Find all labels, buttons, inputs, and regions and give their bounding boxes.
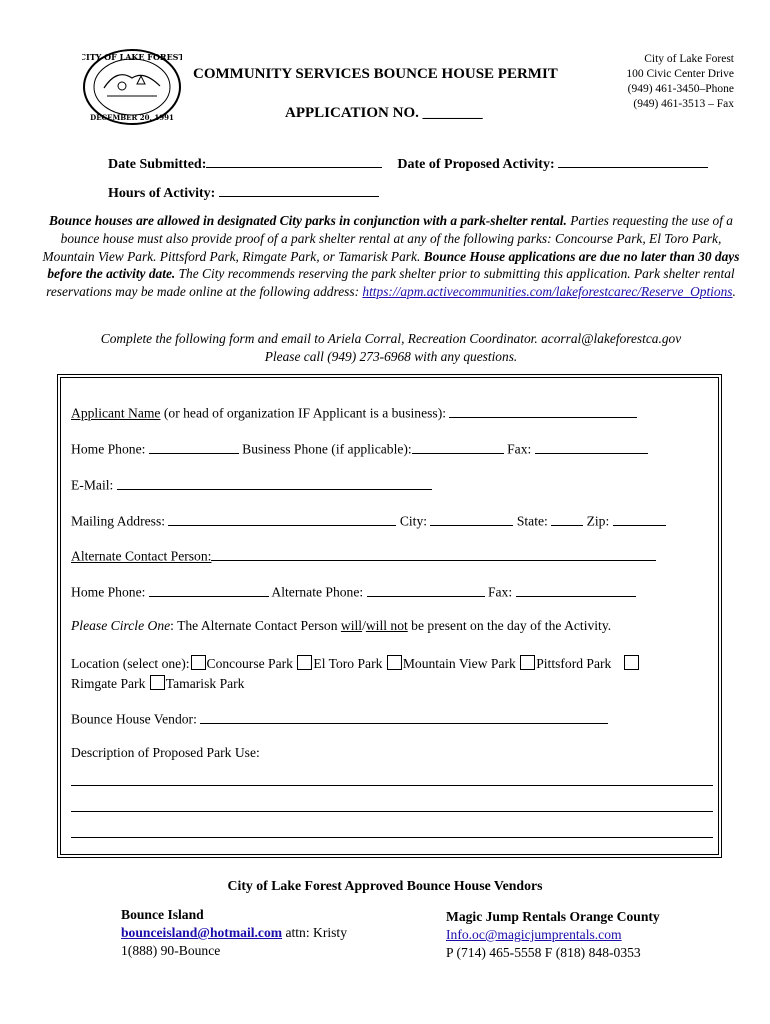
alternate-contact-field[interactable] [211,546,656,561]
policy-end: . [732,284,736,300]
mailing-address-label: Mailing Address: [71,513,169,529]
alt-phone-field[interactable] [367,582,485,597]
city-field[interactable] [430,511,513,526]
vendor1-contact [121,924,347,942]
policy-bold-1: Bounce houses are allowed in designated City parks in conjunction with a park-shelter rental. [49,213,567,228]
mountain-view-label: Mountain View Park [402,656,516,671]
fax-field[interactable] [535,439,648,454]
applicant-name-desc: (or head of organization IF Applicant is a business): [160,405,450,421]
description-line-2[interactable] [71,811,713,812]
city-label: City: [396,513,431,529]
home-phone-field[interactable] [149,439,239,454]
tamarisk-label: Tamarisk Park [165,676,245,691]
vendor1-phone: 1(888) 90-Bounce [121,943,221,958]
circle-one-row [71,618,611,634]
rimgate-label: Rimgate Park [71,676,146,691]
city-name: City of Lake Forest [644,53,734,65]
vendor2-phone: P (714) 465-5558 F (818) 848-0353 [446,945,641,960]
el-toro-checkbox[interactable] [297,655,312,670]
hours-row [108,182,379,202]
pittsford-label: Pittsford Park [536,656,612,671]
circle-one-end: be present on the day of the Activity. [407,618,612,633]
circle-one-text: : The Alternate Contact Person [170,618,341,633]
description-label: Description of Proposed Park Use: [71,745,260,760]
email-label: E-Mail: [71,477,117,493]
city-contact-info [612,52,734,112]
vendor1-name: Bounce Island [121,907,204,922]
el-toro-label: El Toro Park [313,656,383,671]
phone-row [71,439,648,458]
city-seal-logo [82,48,182,126]
contact-line-1: Complete the following form and email to Ariela Corral, Recreation Coordinator. acorral@lakeforestca.gov [100,331,682,346]
description-line-1[interactable] [71,785,713,786]
zip-field[interactable] [613,511,666,526]
will-not-option[interactable]: will not [365,618,408,633]
rimgate-checkbox[interactable] [624,655,639,670]
hours-field[interactable] [219,182,379,197]
location-row [71,654,640,694]
alt-fax-field[interactable] [516,582,636,597]
state-field[interactable] [551,511,583,526]
will-option[interactable]: will [340,618,363,633]
mountain-view-checkbox[interactable] [387,655,402,670]
contact-line-2: Please call (949) 273-6968 with any questions. [264,349,518,364]
vendor2-name: Magic Jump Rentals Orange County [446,909,660,924]
email-row [71,475,432,494]
date-row [108,153,708,173]
state-label: State: [513,513,552,529]
city-phone: (949) 461-3450–Phone [627,83,734,95]
svg-text:CITY OF LAKE FOREST: CITY OF LAKE FOREST [82,52,182,62]
alt-phone-row [71,582,636,601]
svg-text:DECEMBER 20, 1991: DECEMBER 20, 1991 [90,113,174,122]
email-field[interactable] [117,475,432,490]
pittsford-checkbox[interactable] [520,655,535,670]
contact-instructions [40,330,742,366]
applicant-name-row [71,403,637,422]
vendor-label: Bounce House Vendor: [71,711,201,727]
city-fax: (949) 461-3513 – Fax [633,98,734,110]
alt-home-phone-label: Home Phone: [71,584,149,600]
page-title: COMMUNITY SERVICES BOUNCE HOUSE PERMIT [193,66,558,82]
alternate-contact-row [71,546,656,565]
alt-home-phone-field[interactable] [149,582,269,597]
date-proposed-label: Date of Proposed Activity: [397,157,555,172]
slash: / [362,618,366,633]
alternate-contact-label: Alternate Contact Person: [71,548,212,564]
location-label: Location (select one): [71,656,190,671]
date-proposed-field[interactable] [558,153,708,168]
fax-label: Fax: [503,441,535,457]
mailing-address-field[interactable] [168,511,396,526]
policy-text-1: Parties requesting the use of a bounce house must also provide proof of a park shelter rental at any of the following parks: Concourse Park, El Toro Park, Mountain View Park. Pittsford Park, Rimgate Park, or Tamarisk Park. [42,213,733,264]
vendor-field[interactable] [200,709,608,724]
home-phone-label: Home Phone: [71,441,149,457]
applicant-name-label: Applicant Name [71,405,161,421]
vendor-magic-jump [446,908,660,962]
applicant-name-field[interactable] [449,403,637,418]
date-submitted-field[interactable] [206,153,382,168]
reservation-link[interactable]: https://apm.activecommunities.com/lakeforestcarec/Reserve_Options [362,284,733,300]
business-phone-field[interactable] [412,439,504,454]
concourse-checkbox[interactable] [191,655,206,670]
alt-phone-label: Alternate Phone: [268,584,367,600]
policy-text-2: The City recommends reserving the park shelter prior to submitting this application. Park shelter rental reservations may be made online at the following address: [46,266,735,300]
description-line-3[interactable] [71,837,713,838]
circle-one-label: Please Circle One [71,618,171,633]
address-row [71,511,666,530]
city-address: 100 Civic Center Drive [626,68,734,80]
application-number: APPLICATION NO. ________ [285,105,483,121]
vendor1-email-link[interactable]: bounceisland@hotmail.com [121,925,283,940]
vendors-title: City of Lake Forest Approved Bounce House Vendors [227,878,543,893]
zip-label: Zip: [583,513,613,529]
hours-label: Hours of Activity: [108,186,216,201]
vendor-row [71,709,608,728]
alt-fax-label: Fax: [484,584,516,600]
date-submitted-label: Date Submitted: [108,157,207,172]
vendor2-email-link[interactable]: Info.oc@magicjumprentals.com [446,927,622,942]
vendor1-attn: attn: Kristy [282,925,348,940]
vendor-bounce-island [121,906,347,960]
policy-text [40,212,742,301]
business-phone-label: Business Phone (if applicable): [238,441,412,457]
policy-bold-2: Bounce House applications are due no later than 30 days before the activity date. [47,248,740,282]
concourse-label: Concourse Park [206,656,293,671]
tamarisk-checkbox[interactable] [150,675,165,690]
